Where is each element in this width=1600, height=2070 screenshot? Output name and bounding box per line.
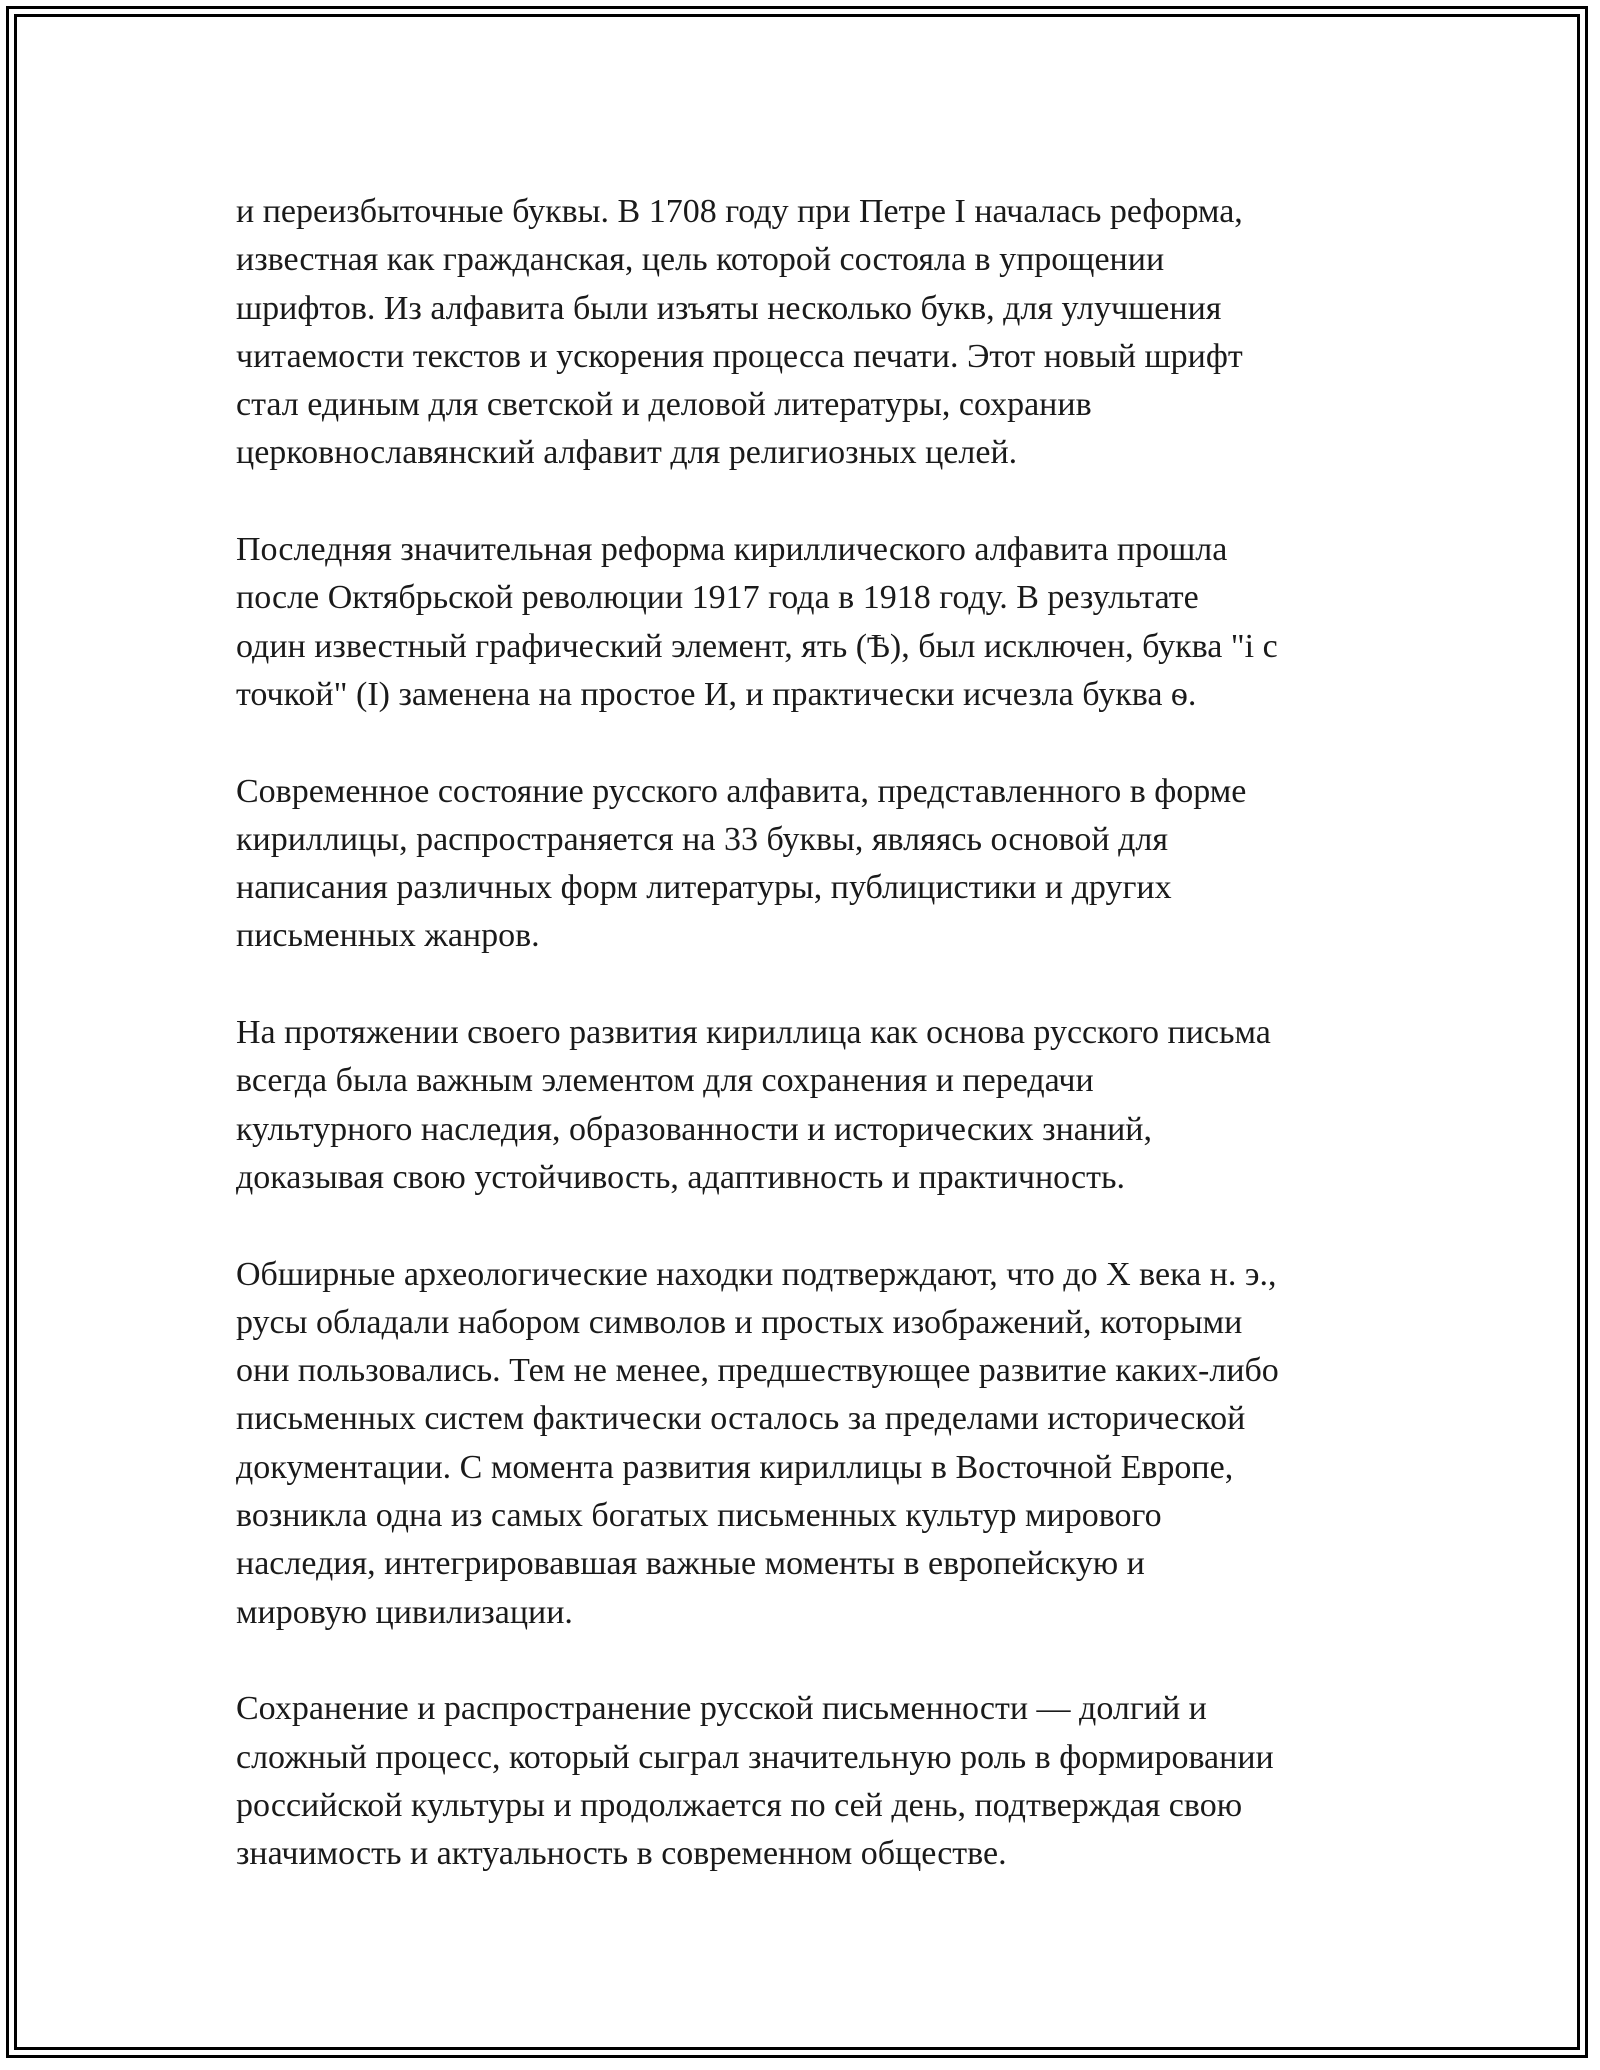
document-body: [236, 188, 1376, 1927]
text-line: сложный процесс, который сыграл значительную роль в формировании: [236, 1738, 1274, 1776]
text-line: доказывая свою устойчивость, адаптивность и практичность.: [236, 1158, 1125, 1196]
text-line: стал единым для светской и деловой литературы, сохранив: [236, 386, 1092, 424]
text-line: письменных систем фактически осталось за пределами исторической: [236, 1400, 1246, 1438]
text-line: значимость и актуальность в современном обществе.: [236, 1835, 1007, 1873]
paragraph-cultural-heritage: [236, 1009, 1376, 1202]
paragraph-conclusion: [236, 1685, 1376, 1878]
text-line: На протяжении своего развития кириллица как основа русского письма: [236, 1014, 1271, 1052]
text-line: Обширные археологические находки подтверждают, что до X века н. э.,: [236, 1255, 1277, 1293]
text-line: один известный графический элемент, ять (Ѣ), был исключен, буква "і с: [236, 627, 1278, 665]
paragraph-petrine-reform: [236, 188, 1376, 478]
text-line: кириллицы, распространяется на 33 буквы, являясь основой для: [236, 820, 1169, 858]
text-line: церковнославянский алфавит для религиозных целей.: [236, 434, 1018, 472]
text-line: русы обладали набором символов и простых изображений, которыми: [236, 1303, 1243, 1341]
text-line: возникла одна из самых богатых письменных культур мирового: [236, 1497, 1162, 1535]
text-line: российской культуры и продолжается по сей день, подтверждая свою: [236, 1786, 1243, 1824]
text-line: мировую цивилизации.: [236, 1593, 573, 1631]
text-line: после Октябрьской революции 1917 года в 1918 году. В результате: [236, 579, 1199, 617]
text-line: Современное состояние русского алфавита, представленного в форме: [236, 772, 1247, 810]
text-line: точкой" (І) заменена на простое И, и практически исчезла буква ѳ.: [236, 675, 1197, 713]
text-line: всегда была важным элементом для сохранения и передачи: [236, 1062, 1094, 1100]
text-line: Сохранение и распространение русской письменности — долгий и: [236, 1690, 1207, 1728]
text-line: письменных жанров.: [236, 917, 540, 955]
text-line: они пользовались. Тем не менее, предшествующее развитие каких-либо: [236, 1352, 1279, 1390]
text-line: шрифтов. Из алфавита были изъяты несколько букв, для улучшения: [236, 289, 1222, 327]
text-line: наследия, интегрировавшая важные моменты в европейскую и: [236, 1545, 1145, 1583]
text-line: написания различных форм литературы, публицистики и других: [236, 869, 1172, 907]
paragraph-archaeology: [236, 1251, 1376, 1637]
text-line: культурного наследия, образованности и исторических знаний,: [236, 1110, 1152, 1148]
paragraph-1918-reform: [236, 526, 1376, 719]
paragraph-modern-alphabet: [236, 768, 1376, 961]
text-line: читаемости текстов и ускорения процесса печати. Этот новый шрифт: [236, 337, 1243, 375]
text-line: и переизбыточные буквы. В 1708 году при Петре I началась реформа,: [236, 193, 1243, 230]
text-line: документации. С момента развития кириллицы в Восточной Европе,: [236, 1448, 1234, 1486]
text-line: Последняя значительная реформа кириллического алфавита прошла: [236, 531, 1228, 569]
text-line: известная как гражданская, цель которой состояла в упрощении: [236, 241, 1165, 279]
